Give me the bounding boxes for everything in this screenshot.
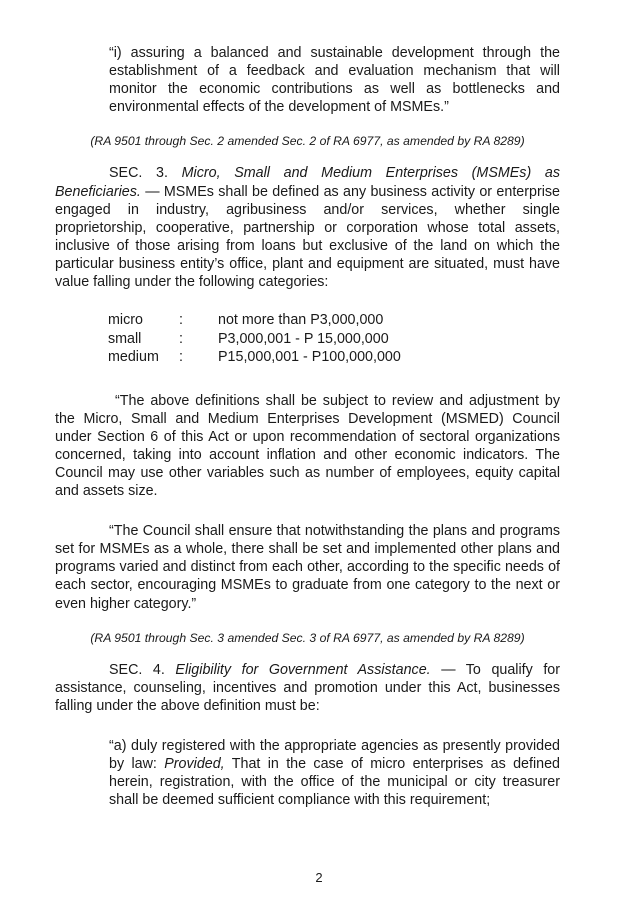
section-4-paragraph [55,661,560,715]
section-4-body: — To qualify for assistance, counseling, incentives and promotion under this Act, businesses falling under the above definition must be: [55,661,561,714]
citation-note-2: (RA 9501 through Sec. 3 amended Sec. 3 of RA 6977, as amended by RA 8289) [90,630,525,645]
category-name: small [108,330,142,347]
council-plans-paragraph: “The Council shall ensure that notwithstanding the plans and programs set for MSMEs as a whole, there shall be set and implemented other plans and programs varied and distinct from each other, according to the specific needs of each sector, encouraging MSMEs to graduate from one category to the next or even higher category.” [55,523,560,612]
review-adjustment-paragraph: “The above definitions shall be subject to review and adjustment by the Micro, Small and Medium Enterprises Development (MSMED) Council under Section 6 of this Act or upon recommendation of sectoral organizations concerned, taking into account inflation and other economic indicators. The Council may use other variables such as number of employees, equity capital and assets size. [55,392,560,500]
category-value: P3,000,001 - P 15,000,000 [218,330,389,347]
category-name: medium [108,349,159,366]
requirement-item-a [55,737,560,809]
category-row-micro [108,311,401,330]
item-a-lead: “a) duly registered with the appropriate agencies as presently provided by law: [109,738,560,773]
item-a-rest: That in the case of micro enterprises as defined herein, registration, with the office of the municipal or city treasurer shall be deemed sufficient compliance with this requirement; [109,756,561,809]
section-3-title: Micro, Small and Medium Enterprises (MSMEs) as Beneficiaries. [55,165,560,200]
section-3-number: SEC. 3. [109,165,168,182]
paragraph-gap [55,715,560,737]
category-value: not more than P3,000,000 [218,312,384,329]
page-number: 2 [315,870,323,885]
item-a-proviso: Provided, [164,756,225,773]
category-name: micro [108,312,143,329]
category-separator: : [179,312,183,329]
category-value: P15,000,001 - P100,000,000 [218,349,401,366]
section-3-paragraph [55,164,560,291]
citation-note-1: (RA 9501 through Sec. 2 amended Sec. 2 of RA 6977, as amended by RA 8289) [90,134,525,149]
section-4-title: Eligibility for Government Assistance. [175,661,431,678]
enterprise-categories-table [108,311,401,367]
category-separator: : [179,349,183,366]
section-3-body: — MSMEs shall be defined as any business activity or enterprise engaged in industry, agribusiness and/or services, whether single proprietorship, cooperative, partnership or corporation whose total assets, inclusive of those arising from loans but exclusive of the land on which the particular business entity’s office, plant and equipment are situated, must have value falling under the following categories: [55,183,560,291]
section-4-number: SEC. 4. [109,661,165,678]
category-separator: : [179,330,183,347]
category-row-small [108,330,401,349]
paragraph-gap [55,500,560,522]
category-row-medium [108,348,401,367]
quoted-clause-i: “i) assuring a balanced and sustainable development through the establishment of a feedback and evaluation mechanism that will monitor the economic contributions as well as bottlenecks and environmental effects of the development of MSMEs.” [109,45,560,116]
